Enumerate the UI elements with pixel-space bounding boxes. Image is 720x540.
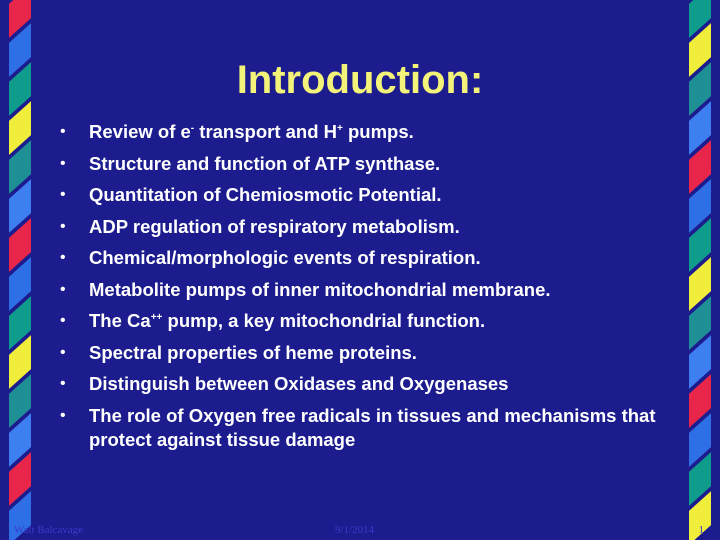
bullet-item bbox=[60, 404, 660, 452]
slide-title: Introduction: bbox=[236, 58, 484, 102]
bullet-text: Spectral properties of heme proteins. bbox=[89, 341, 417, 363]
bullet-item bbox=[60, 309, 660, 333]
bullet-text: Chemical/morphologic events of respiration. bbox=[89, 247, 481, 268]
bullet-text: Distinguish between Oxidases and Oxygenases bbox=[89, 373, 509, 394]
bullet-text: ADP regulation of respiratory metabolism. bbox=[89, 215, 460, 237]
bullet-item bbox=[60, 278, 660, 302]
bullet-item bbox=[60, 246, 660, 270]
bullet-item bbox=[60, 372, 660, 396]
bullet-item bbox=[60, 341, 660, 365]
footer-author: Walt Balcavage bbox=[14, 524, 84, 536]
bullet-text: Structure and function of ATP synthase. bbox=[89, 152, 441, 174]
bullet-text: Review of e bbox=[89, 121, 191, 142]
bullet-item bbox=[60, 120, 660, 144]
superscript: ++ bbox=[150, 312, 163, 323]
bullet-text: pump, a key mitochondrial function. bbox=[162, 310, 486, 331]
footer-date: 9/1/2014 bbox=[335, 524, 375, 536]
bullet-text: pumps. bbox=[342, 121, 414, 142]
bullet-text: The Ca bbox=[89, 310, 151, 331]
bullet-text: Metabolite pumps of inner mitochondrial membrane. bbox=[89, 278, 551, 300]
bullet-text: Quantitation of Chemiosmotic Potential. bbox=[89, 184, 442, 205]
superscript: + bbox=[337, 123, 343, 134]
superscript: - bbox=[190, 123, 195, 134]
bullet-text: The role of Oxygen free radicals in tissues and mechanisms that protect against tissue damage bbox=[89, 404, 656, 450]
bullet-item bbox=[60, 215, 660, 239]
footer-page-number: 1 bbox=[698, 524, 704, 536]
bullet-item bbox=[60, 152, 660, 176]
bullet-item bbox=[60, 183, 660, 207]
bullet-text: transport and H bbox=[194, 121, 338, 142]
bullet-list bbox=[60, 120, 660, 459]
